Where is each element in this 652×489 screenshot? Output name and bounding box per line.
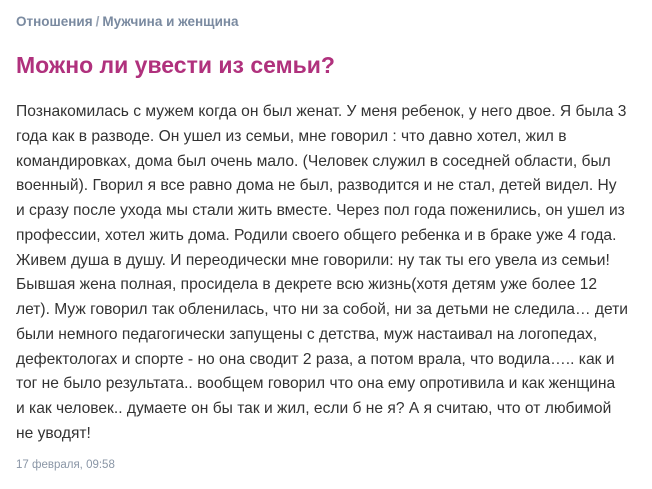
post-body: Познакомилась с мужем когда он был женат. У меня ребенок, у него двое. Я была 3 года как в разводе. Он ушел из семьи, мне говорил : что давно хотел, жил в командировках, дома был очень мало. (Человек служил в соседней области, был военный). Гворил я все равно дома не был, разводится и не стал, детей видел. Ну и сразу после ухода мы стали жить вместе. Через пол года поженились, он ушел из профессии, хотел жить дома. Родили своего общего ребенка и в браке уже 4 года. Живем душа в душу. И переодически мне говорили: ну так ты его увела из семьи! Бывшая жена полная, просидела в декрете всю жизнь(хотя детям уже более 12 лет). Муж говорил так обленилась, что ни за собой, ни за детьми не следила… дети были немного педагогически запущены с детства, муж настаивал на логопедах, дефектологах и спорте - но она сводит 2 раза, а потом врала, что водила….. как и тог не было результата.. вообщем говорил что она ему опротивила и как женщина и как человек.. думаете он бы так и жил, если б не я? А я считаю, что от любимой не уводят! [16,103,628,442]
breadcrumb [16,12,628,32]
post-date: 17 февраля, 09:58 [16,458,115,471]
breadcrumb-separator: / [95,14,100,29]
post-title: Можно ли увести из семьи? [16,52,335,78]
breadcrumb-link-subsection[interactable]: Мужчина и женщина [102,14,239,29]
breadcrumb-link-section[interactable]: Отношения [16,14,93,29]
